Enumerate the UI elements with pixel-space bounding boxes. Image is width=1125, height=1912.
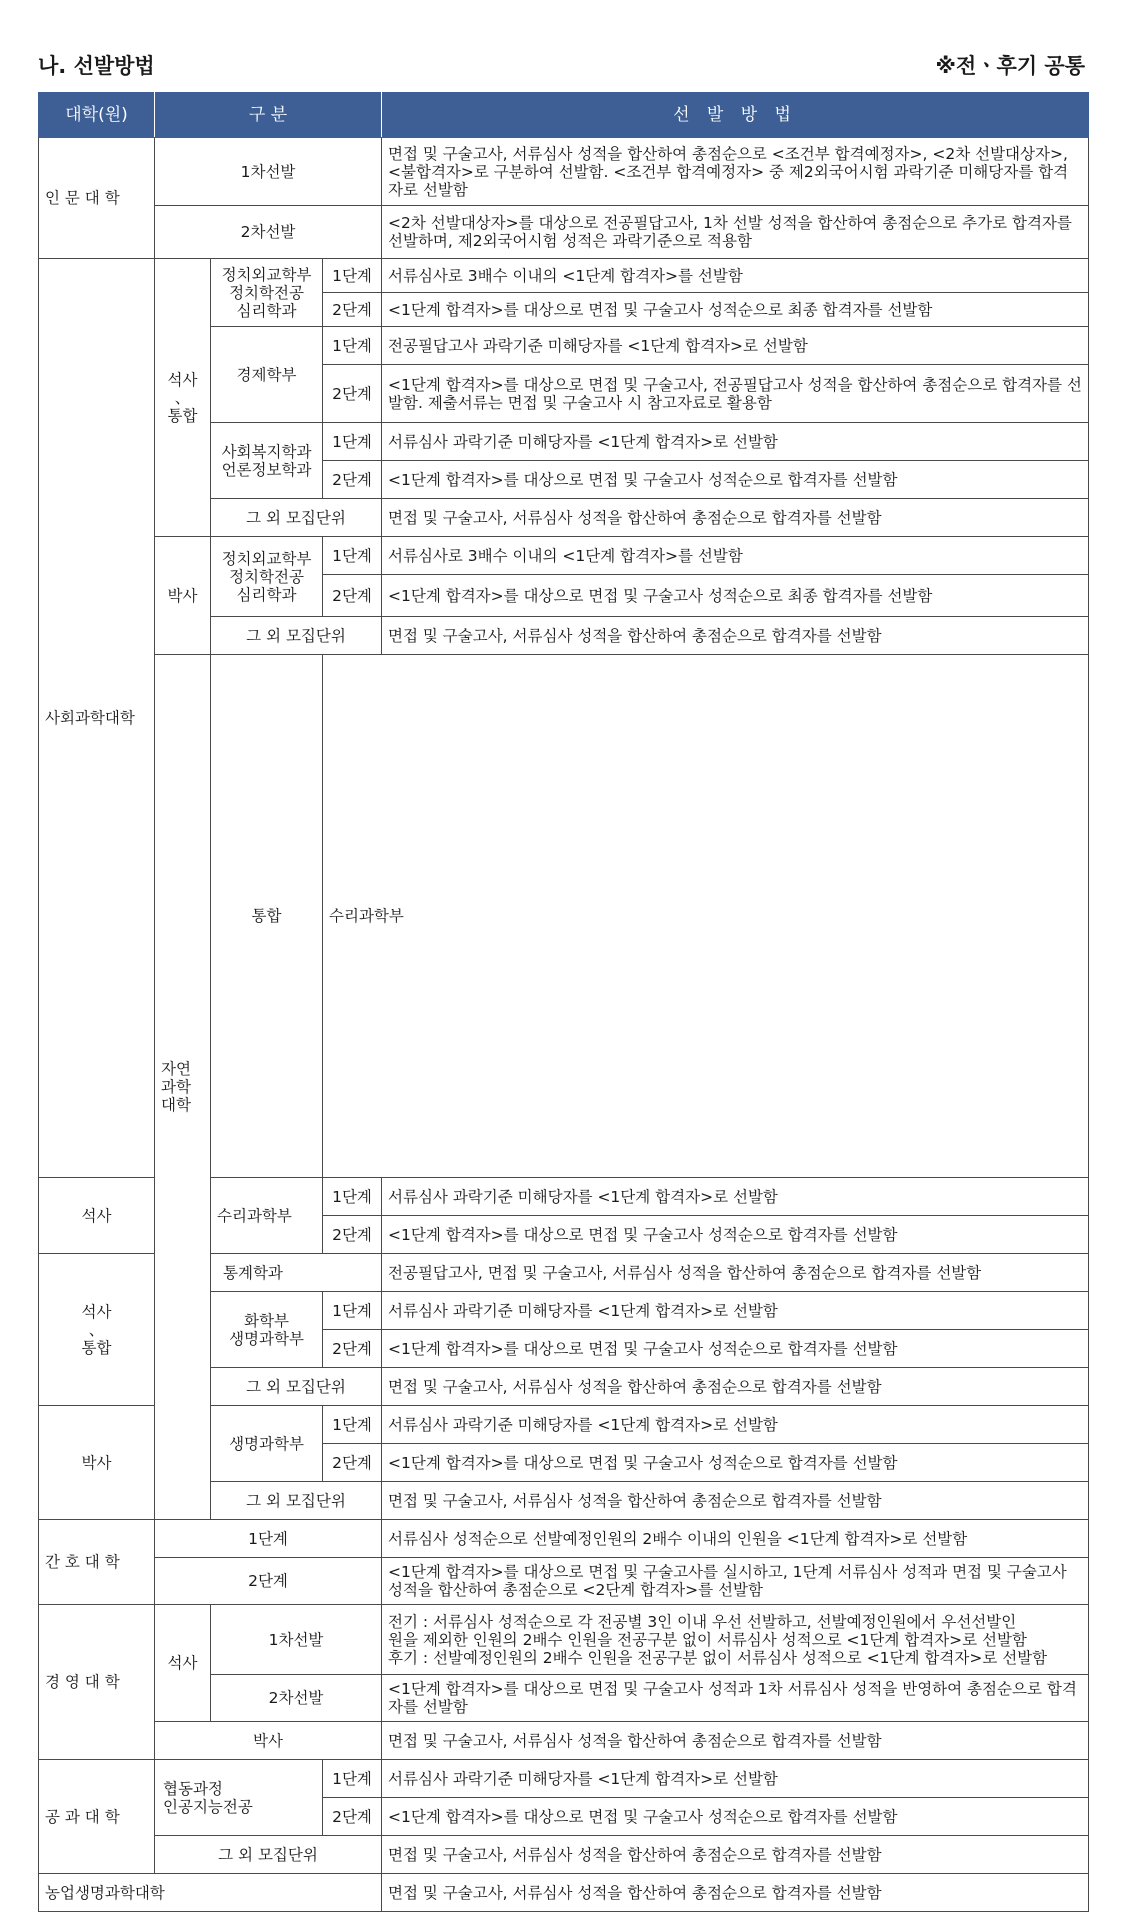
unit-cell: 수리과학부 (211, 1178, 323, 1254)
method-cell: <1단계 합격자>를 대상으로 면접 및 구술고사 성적순으로 합격자를 선발함 (382, 1330, 1089, 1368)
method-cell: 면접 및 구술고사, 서류심사 성적을 합산하여 총점순으로 합격자를 선발함 (382, 1368, 1089, 1406)
method-cell: <1단계 합격자>를 대상으로 면접 및 구술고사 성적순으로 합격자를 선발함 (382, 1798, 1089, 1836)
stage-cell: 1단계 (323, 423, 382, 461)
category-cell: 2차선발 (211, 1675, 382, 1722)
university-engineering: 공 과 대 학 (39, 1760, 155, 1874)
method-cell: <1단계 합격자>를 대상으로 면접 및 구술고사를 실시하고, 1단계 서류심사 성적과 면접 및 구술고사 성적을 합산하여 총점순으로 <2단계 합격자>를 선발함 (382, 1558, 1089, 1605)
table-row (39, 206, 1089, 259)
section-note: ※전ㆍ후기 공통 (935, 54, 1085, 78)
degree-cell: 박사 (39, 1406, 155, 1520)
degree-cell: 박사 (155, 537, 211, 655)
method-cell: 면접 및 구술고사, 서류심사 성적을 합산하여 총점순으로 합격자를 선발함 (382, 499, 1089, 537)
method-cell: 서류심사 성적순으로 선발예정인원의 2배수 이내의 인원을 <1단계 합격자>로 선발함 (382, 1520, 1089, 1558)
university-social-sciences: 사회과학대학 (39, 259, 155, 1178)
degree-cell: 석사 、 통합 (39, 1254, 155, 1406)
method-cell: 서류심사로 3배수 이내의 <1단계 합격자>를 선발함 (382, 259, 1089, 293)
university-nursing: 간 호 대 학 (39, 1520, 155, 1605)
method-cell: 전공필답고사 과락기준 미해당자를 <1단계 합격자>로 선발함 (382, 327, 1089, 365)
method-cell: <1단계 합격자>를 대상으로 면접 및 구술고사 성적순으로 합격자를 선발함 (382, 461, 1089, 499)
stage-cell: 1단계 (323, 259, 382, 293)
method-cell: 서류심사로 3배수 이내의 <1단계 합격자>를 선발함 (382, 537, 1089, 575)
unit-cell: 정치외교학부 정치학전공 심리학과 (211, 537, 323, 617)
header-category: 구 분 (155, 93, 382, 138)
stage-cell: 1단계 (323, 537, 382, 575)
stage-cell: 2단계 (323, 575, 382, 617)
method-cell: <1단계 합격자>를 대상으로 면접 및 구술고사 성적순으로 합격자를 선발함 (382, 1216, 1089, 1254)
table-row (39, 1760, 1089, 1798)
method-cell: 서류심사 과락기준 미해당자를 <1단계 합격자>로 선발함 (382, 1292, 1089, 1330)
table-header-row (39, 93, 1089, 138)
table-row (39, 1558, 1089, 1605)
method-cell: <1단계 합격자>를 대상으로 면접 및 구술고사 성적순으로 합격자를 선발함 (382, 1444, 1089, 1482)
header-method: 선 발 방 법 (382, 93, 1089, 138)
section-title: 나. 선발방법 (38, 54, 155, 78)
unit-cell: 수리과학부 (323, 655, 1089, 1178)
method-cell: <1단계 합격자>를 대상으로 면접 및 구술고사 성적순으로 최종 합격자를 선발함 (382, 575, 1089, 617)
table-row (39, 1722, 1089, 1760)
stage-cell: 1단계 (323, 1406, 382, 1444)
stage-cell: 1단계 (155, 1520, 382, 1558)
table-row (39, 537, 1089, 575)
stage-cell: 2단계 (323, 461, 382, 499)
header-university: 대학(원) (39, 93, 155, 138)
stage-cell: 1단계 (323, 327, 382, 365)
method-cell: 서류심사 과락기준 미해당자를 <1단계 합격자>로 선발함 (382, 423, 1089, 461)
stage-cell: 2단계 (323, 1798, 382, 1836)
stage-cell: 2단계 (323, 1216, 382, 1254)
method-cell: 면접 및 구술고사, 서류심사 성적을 합산하여 총점순으로 <조건부 합격예정자>, <2차 선발대상자>, <불합격자>로 구분하여 선발함. <조건부 합격예정자> 중 제2외국어시험 과락기준 미해당자를 합격자로 선발함 (382, 138, 1089, 206)
degree-cell: 석사 、 통합 (155, 259, 211, 537)
method-cell: 면접 및 구술고사, 서류심사 성적을 합산하여 총점순으로 합격자를 선발함 (382, 617, 1089, 655)
table-row (39, 1836, 1089, 1874)
table-row (39, 1520, 1089, 1558)
method-cell: 면접 및 구술고사, 서류심사 성적을 합산하여 총점순으로 합격자를 선발함 (382, 1874, 1089, 1912)
method-cell: 면접 및 구술고사, 서류심사 성적을 합산하여 총점순으로 합격자를 선발함 (382, 1836, 1089, 1874)
unit-cell: 그 외 모집단위 (211, 1368, 382, 1406)
unit-cell: 통계학과 (211, 1254, 382, 1292)
unit-cell: 협동과정 인공지능전공 (155, 1760, 323, 1836)
university-natural-sciences: 자연과학대학 (155, 655, 211, 1520)
selection-method-table (38, 92, 1089, 1912)
unit-cell: 생명과학부 (211, 1406, 323, 1482)
method-cell: <2차 선발대상자>를 대상으로 전공필답고사, 1차 선발 성적을 합산하여 총점순으로 추가로 합격자를 선발하며, 제2외국어시험 성적은 과락기준으로 적용함 (382, 206, 1089, 259)
stage-cell: 2단계 (323, 1444, 382, 1482)
stage-cell: 2단계 (323, 365, 382, 423)
method-cell: 전기 : 서류심사 성적순으로 각 전공별 3인 이내 우선 선발하고, 선발예정인원에서 우선선발인 원을 제외한 인원의 2배수 인원을 전공구분 없이 서류심사 성적으로 <1단계 합격자>로 선발함 후기 : 선발예정인원의 2배수 인원을 전공구분 없이 서류심사 성적으로 <1단계 합격자>로 선발함 (382, 1605, 1089, 1675)
university-humanities: 인 문 대 학 (39, 138, 155, 259)
degree-cell: 통합 (211, 655, 323, 1178)
table-row (39, 138, 1089, 206)
table-row (39, 1874, 1089, 1912)
stage-cell: 1단계 (323, 1760, 382, 1798)
method-cell: 서류심사 과락기준 미해당자를 <1단계 합격자>로 선발함 (382, 1760, 1089, 1798)
table-row (39, 655, 1089, 1178)
unit-cell: 화학부 생명과학부 (211, 1292, 323, 1368)
university-agriculture: 농업생명과학대학 (39, 1874, 382, 1912)
unit-cell: 정치외교학부 정치학전공 심리학과 (211, 259, 323, 327)
stage-cell: 2단계 (155, 1558, 382, 1605)
category-cell: 박사 (155, 1722, 382, 1760)
category-cell: 1차선발 (155, 138, 382, 206)
category-cell: 1차선발 (211, 1605, 382, 1675)
stage-cell: 1단계 (323, 1178, 382, 1216)
method-cell: 전공필답고사, 면접 및 구술고사, 서류심사 성적을 합산하여 총점순으로 합격자를 선발함 (382, 1254, 1089, 1292)
method-cell: 면접 및 구술고사, 서류심사 성적을 합산하여 총점순으로 합격자를 선발함 (382, 1722, 1089, 1760)
stage-cell: 2단계 (323, 293, 382, 327)
method-cell: 서류심사 과락기준 미해당자를 <1단계 합격자>로 선발함 (382, 1406, 1089, 1444)
stage-cell: 2단계 (323, 1330, 382, 1368)
section-heading (38, 50, 1085, 84)
stage-cell: 1단계 (323, 1292, 382, 1330)
university-business: 경 영 대 학 (39, 1605, 155, 1760)
unit-cell: 그 외 모집단위 (211, 617, 382, 655)
unit-cell: 경제학부 (211, 327, 323, 423)
method-cell: <1단계 합격자>를 대상으로 면접 및 구술고사 성적과 1차 서류심사 성적을 반영하여 총점순으로 합격자를 선발함 (382, 1675, 1089, 1722)
category-cell: 2차선발 (155, 206, 382, 259)
method-cell: <1단계 합격자>를 대상으로 면접 및 구술고사, 전공필답고사 성적을 합산하여 총점순으로 합격자를 선발함. 제출서류는 면접 및 구술고사 시 참고자료로 활용함 (382, 365, 1089, 423)
table-row (39, 1605, 1089, 1675)
table-row (39, 259, 1089, 293)
degree-cell: 석사 (39, 1178, 155, 1254)
unit-cell: 사회복지학과 언론정보학과 (211, 423, 323, 499)
method-cell: 면접 및 구술고사, 서류심사 성적을 합산하여 총점순으로 합격자를 선발함 (382, 1482, 1089, 1520)
unit-cell: 그 외 모집단위 (155, 1836, 382, 1874)
method-cell: <1단계 합격자>를 대상으로 면접 및 구술고사 성적순으로 최종 합격자를 선발함 (382, 293, 1089, 327)
unit-cell: 그 외 모집단위 (211, 499, 382, 537)
unit-cell: 그 외 모집단위 (211, 1482, 382, 1520)
degree-cell: 석사 (155, 1605, 211, 1722)
method-cell: 서류심사 과락기준 미해당자를 <1단계 합격자>로 선발함 (382, 1178, 1089, 1216)
